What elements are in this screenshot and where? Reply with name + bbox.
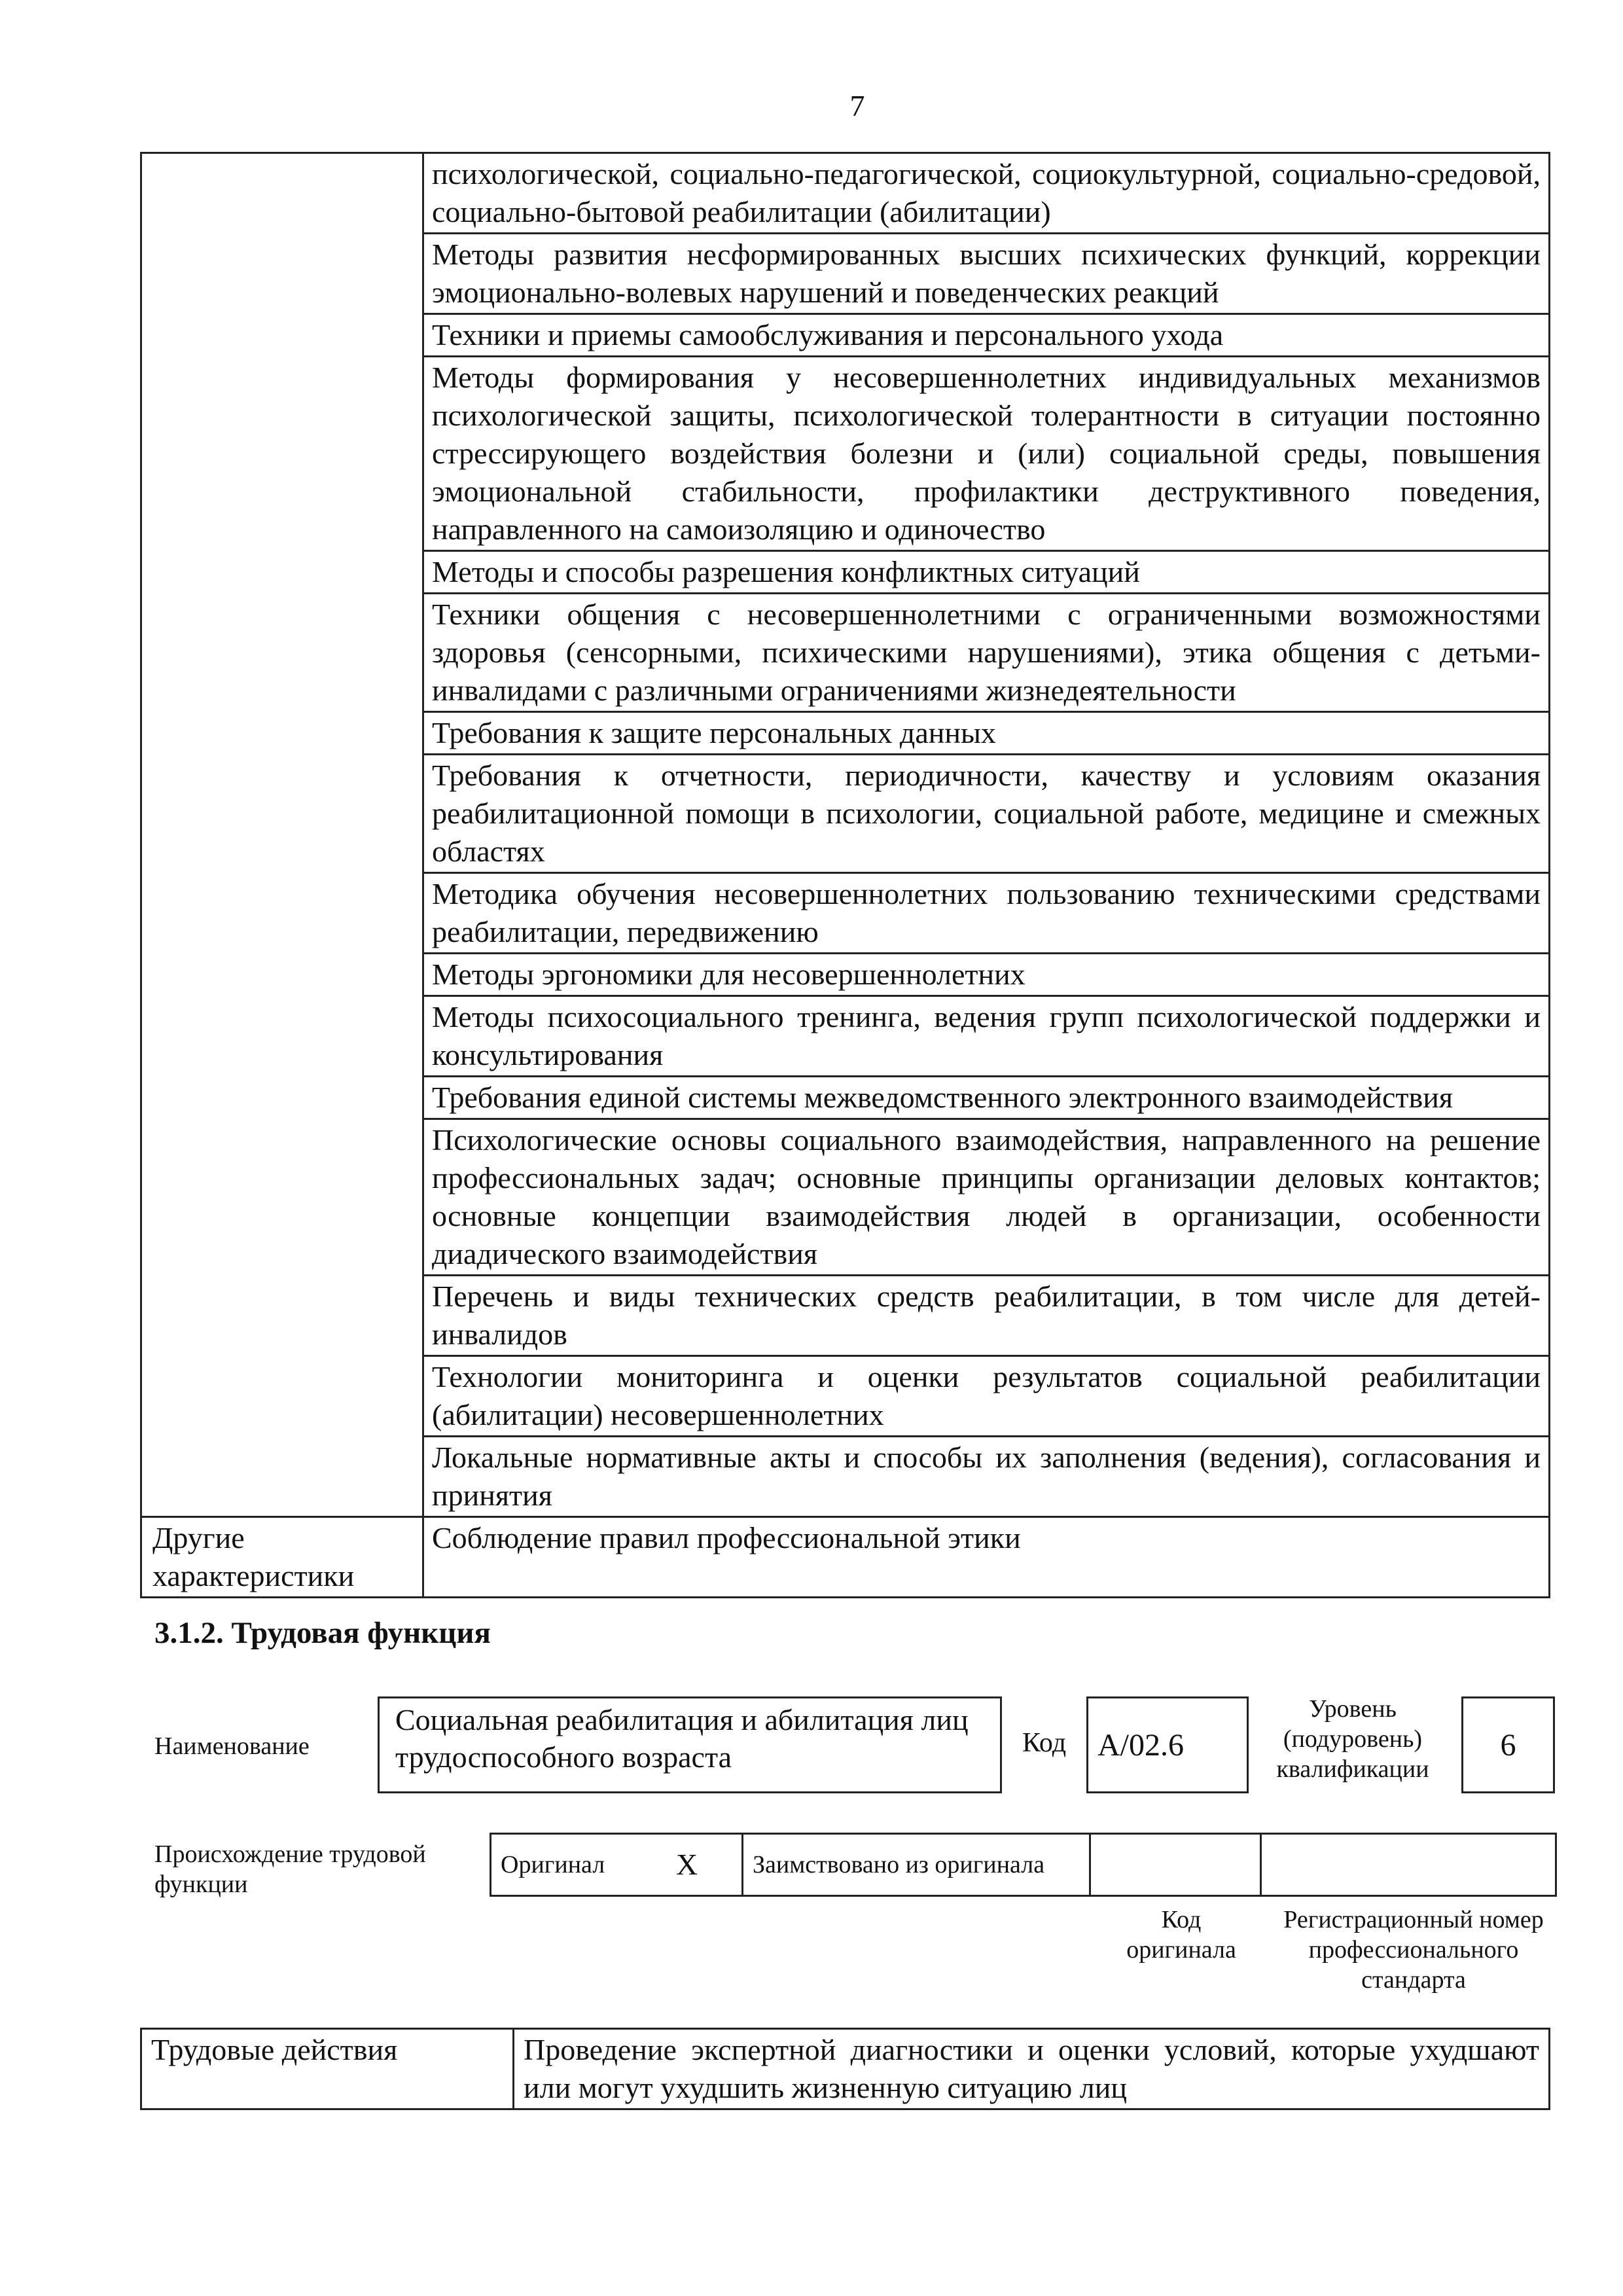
- right-column-cell: Требования к отчетности, периодичности, качеству и условиям оказания реабилитационной помощи в психологии, социальной работе, медицине и смежных областях: [423, 755, 1550, 873]
- labor-actions-text: Проведение экспертной диагностики и оценки условий, которые ухудшают или могут ухудшить жизненную ситуацию лиц: [514, 2029, 1550, 2109]
- right-column-cell: Техники общения с несовершеннолетними с ограниченными возможностями здоровья (сенсорными, психическими нарушениями), этика общения с детьми-инвалидами с различными ограничениями жизнедеятельности: [423, 594, 1550, 712]
- qualification-level-label: Уровень (подуровень) квалификации: [1276, 1695, 1429, 1783]
- left-column-cell: [141, 153, 423, 1517]
- original-code-caption: Код оригинала: [1126, 1906, 1236, 1964]
- table-row: [141, 153, 1550, 234]
- right-column-cell: Методы и способы разрешения конфликтных ситуаций: [423, 551, 1550, 594]
- left-column-cell: Другие характеристики: [141, 1517, 423, 1598]
- right-column-cell: Перечень и виды технических средств реабилитации, в том числе для детей-инвалидов: [423, 1276, 1550, 1356]
- right-column-cell: Методы эргономики для несовершеннолетних: [423, 954, 1550, 996]
- right-column-cell: Технологии мониторинга и оценки результатов социальной реабилитации (абилитации) несовершеннолетних: [423, 1356, 1550, 1437]
- origin-label: Происхождение трудовой функции: [154, 1840, 426, 1898]
- right-column-cell: Техники и приемы самообслуживания и персонального ухода: [423, 314, 1550, 357]
- original-mark: X: [667, 1834, 743, 1896]
- borrowed-label: Заимствовано из оригинала: [743, 1834, 1090, 1896]
- qualification-level-box: 6: [1461, 1696, 1555, 1793]
- right-column-cell: Соблюдение правил профессиональной этики: [423, 1517, 1550, 1598]
- registration-number-cell: [1261, 1834, 1556, 1896]
- right-column-cell: психологической, социально-педагогической, социокультурной, социально-средовой, социально-бытовой реабилитации (абилитации): [423, 153, 1550, 234]
- right-column-cell: Методы психосоциального тренинга, ведения групп психологической поддержки и консультирования: [423, 996, 1550, 1077]
- labor-actions-label: Трудовые действия: [141, 2029, 514, 2109]
- section-heading: 3.1.2. Трудовая функция: [154, 1616, 491, 1650]
- right-column-cell: Психологические основы социального взаимодействия, направленного на решение профессиональных задач; основные принципы организации деловых контактов; основные концепции взаимодействия людей в организации, особенности диадического взаимодействия: [423, 1119, 1550, 1276]
- right-column-cell: Методы развития несформированных высших психических функций, коррекции эмоционально-волевых нарушений и поведенческих реакций: [423, 234, 1550, 314]
- function-name-box: Социальная реабилитация и абилитация лиц трудоспособного возраста: [378, 1696, 1002, 1793]
- origin-table: [490, 1833, 1557, 1897]
- original-label: Оригинал: [491, 1834, 668, 1896]
- right-column-cell: Методы формирования у несовершеннолетних индивидуальных механизмов психологической защиты, психологической толерантности в ситуации постоянно стрессирующего воздействия болезни и (или) социальной среды, повышения эмоциональной стабильности, профилактики деструктивного поведения, направленного на самоизоляцию и одиночество: [423, 357, 1550, 551]
- right-column-cell: Локальные нормативные акты и способы их заполнения (ведения), согласования и принятия: [423, 1437, 1550, 1517]
- table-row: [141, 1517, 1550, 1598]
- page-number: 7: [849, 89, 865, 122]
- code-label: Код: [1022, 1728, 1067, 1758]
- name-label: Наименование: [154, 1732, 310, 1760]
- original-code-cell: [1090, 1834, 1261, 1896]
- right-column-cell: Методика обучения несовершеннолетних пользованию техническими средствами реабилитации, передвижению: [423, 873, 1550, 954]
- registration-number-caption: Регистрационный номер профессионального стандарта: [1283, 1906, 1544, 1994]
- right-column-cell: Требования к защите персональных данных: [423, 712, 1550, 755]
- labor-actions-table: [140, 2028, 1550, 2110]
- function-code-box: A/02.6: [1086, 1696, 1249, 1793]
- right-column-cell: Требования единой системы межведомственного электронного взаимодействия: [423, 1077, 1550, 1119]
- knowledge-table: [140, 152, 1550, 1598]
